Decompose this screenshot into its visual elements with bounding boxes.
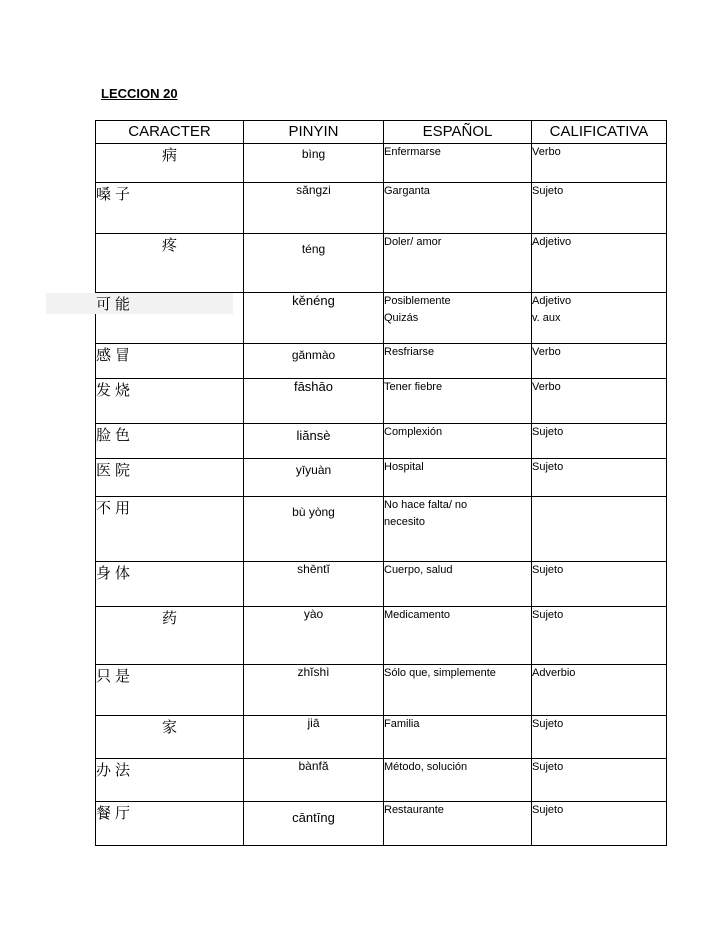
spanish-cell	[384, 144, 532, 183]
pinyin-cell: jiā	[244, 716, 384, 759]
qualifier-cell	[532, 665, 667, 716]
qualifier-cell	[532, 497, 667, 562]
pinyin-cell: gănmào	[244, 344, 384, 379]
spanish-cell	[384, 183, 532, 234]
qualifier-cell	[532, 459, 667, 497]
qualifier-cell	[532, 183, 667, 234]
spanish-cell	[384, 802, 532, 846]
spanish-text: Enfermarse	[384, 146, 441, 158]
pinyin-cell: kěnéng	[244, 293, 384, 344]
qualifier-text: Sujeto	[532, 426, 564, 438]
spanish-text: Complexión	[384, 426, 443, 438]
character-cell: 餐厅	[96, 802, 244, 846]
spanish-text: Método, solución	[384, 761, 468, 773]
pinyin-cell: téng	[244, 234, 384, 293]
table-row	[96, 183, 667, 234]
spanish-text: Posiblemente	[384, 295, 451, 307]
qualifier-cell	[532, 759, 667, 802]
spanish-cell	[384, 562, 532, 607]
table-row	[96, 234, 667, 293]
spanish-text: Medicamento	[384, 609, 451, 621]
spanish-cell	[384, 759, 532, 802]
character-cell: 不用	[96, 497, 244, 562]
table-row	[96, 497, 667, 562]
pinyin-cell: zhĭshì	[244, 665, 384, 716]
spanish-cell	[384, 293, 532, 344]
pinyin-cell: bànfă	[244, 759, 384, 802]
character-cell: 办法	[96, 759, 244, 802]
table-row	[96, 562, 667, 607]
spanish-text: No hace falta/ no	[384, 499, 468, 511]
spanish-text: Hospital	[384, 461, 424, 473]
character-cell: 疼	[96, 234, 244, 293]
qualifier-text: Verbo	[532, 346, 561, 358]
spanish-text-line2: Quizás	[384, 312, 419, 324]
qualifier-text: Verbo	[532, 381, 561, 393]
character-cell: 感冒	[96, 344, 244, 379]
pinyin-cell: săngzi	[244, 183, 384, 234]
qualifier-cell	[532, 234, 667, 293]
qualifier-text: Sujeto	[532, 804, 564, 816]
qualifier-cell	[532, 379, 667, 424]
spanish-text-line2: necesito	[384, 516, 425, 528]
spanish-cell	[384, 607, 532, 665]
header-caracter: CARACTER	[96, 121, 244, 144]
character-cell: 只是	[96, 665, 244, 716]
lesson-title: LECCION 20	[101, 86, 178, 101]
table-row	[96, 665, 667, 716]
pinyin-cell: fāshāo	[244, 379, 384, 424]
spanish-cell	[384, 379, 532, 424]
qualifier-text: Sujeto	[532, 609, 564, 621]
pinyin-cell: bù yòng	[244, 497, 384, 562]
qualifier-cell	[532, 607, 667, 665]
spanish-cell	[384, 424, 532, 459]
spanish-text: Familia	[384, 718, 420, 730]
vocabulary-table	[95, 120, 667, 846]
spanish-text: Cuerpo, salud	[384, 564, 453, 576]
pinyin-cell: cāntīng	[244, 802, 384, 846]
table-row	[96, 459, 667, 497]
character-cell: 病	[96, 144, 244, 183]
header-calificativa: CALIFICATIVA	[532, 121, 667, 144]
pinyin-cell: liănsè	[244, 424, 384, 459]
spanish-text: Restaurante	[384, 804, 444, 816]
qualifier-text: Adjetivo	[532, 236, 572, 248]
header-row	[96, 121, 667, 144]
pinyin-cell: bìng	[244, 144, 384, 183]
qualifier-cell	[532, 716, 667, 759]
qualifier-text-line2: v. aux	[532, 312, 561, 324]
qualifier-cell	[532, 802, 667, 846]
qualifier-cell	[532, 424, 667, 459]
qualifier-text: Sujeto	[532, 761, 564, 773]
table-row	[96, 716, 667, 759]
qualifier-cell	[532, 344, 667, 379]
pinyin-cell: yīyuàn	[244, 459, 384, 497]
spanish-text: Tener fiebre	[384, 381, 443, 393]
table-row	[96, 607, 667, 665]
qualifier-cell	[532, 562, 667, 607]
qualifier-cell	[532, 144, 667, 183]
spanish-text: Doler/ amor	[384, 236, 442, 248]
spanish-cell	[384, 716, 532, 759]
spanish-text: Garganta	[384, 185, 430, 197]
spanish-text: Resfriarse	[384, 346, 435, 358]
spanish-cell	[384, 344, 532, 379]
character-cell: 医院	[96, 459, 244, 497]
header-espanol: ESPAÑOL	[384, 121, 532, 144]
qualifier-cell	[532, 293, 667, 344]
qualifier-text: Adverbio	[532, 667, 576, 679]
spanish-cell	[384, 497, 532, 562]
qualifier-text: Sujeto	[532, 564, 564, 576]
pinyin-cell: shēntĭ	[244, 562, 384, 607]
qualifier-text: Sujeto	[532, 718, 564, 730]
table-row	[96, 344, 667, 379]
character-cell: 发烧	[96, 379, 244, 424]
character-cell: 药	[96, 607, 244, 665]
table-row	[96, 759, 667, 802]
qualifier-text: Sujeto	[532, 461, 564, 473]
spanish-cell	[384, 459, 532, 497]
pinyin-cell: yào	[244, 607, 384, 665]
qualifier-text: Verbo	[532, 146, 561, 158]
spanish-cell	[384, 234, 532, 293]
spanish-text: Sólo que, simplemente	[384, 667, 496, 679]
table-row	[96, 802, 667, 846]
table-row	[96, 424, 667, 459]
header-pinyin: PINYIN	[244, 121, 384, 144]
character-cell: 嗓子	[96, 183, 244, 234]
character-cell: 家	[96, 716, 244, 759]
table-row	[96, 144, 667, 183]
character-highlight: 可能	[46, 293, 233, 314]
character-cell: 脸色	[96, 424, 244, 459]
qualifier-text: Adjetivo	[532, 295, 572, 307]
character-cell	[96, 293, 244, 344]
character-cell: 身体	[96, 562, 244, 607]
table-row	[96, 293, 667, 344]
qualifier-text: Sujeto	[532, 185, 564, 197]
table-row	[96, 379, 667, 424]
spanish-cell	[384, 665, 532, 716]
